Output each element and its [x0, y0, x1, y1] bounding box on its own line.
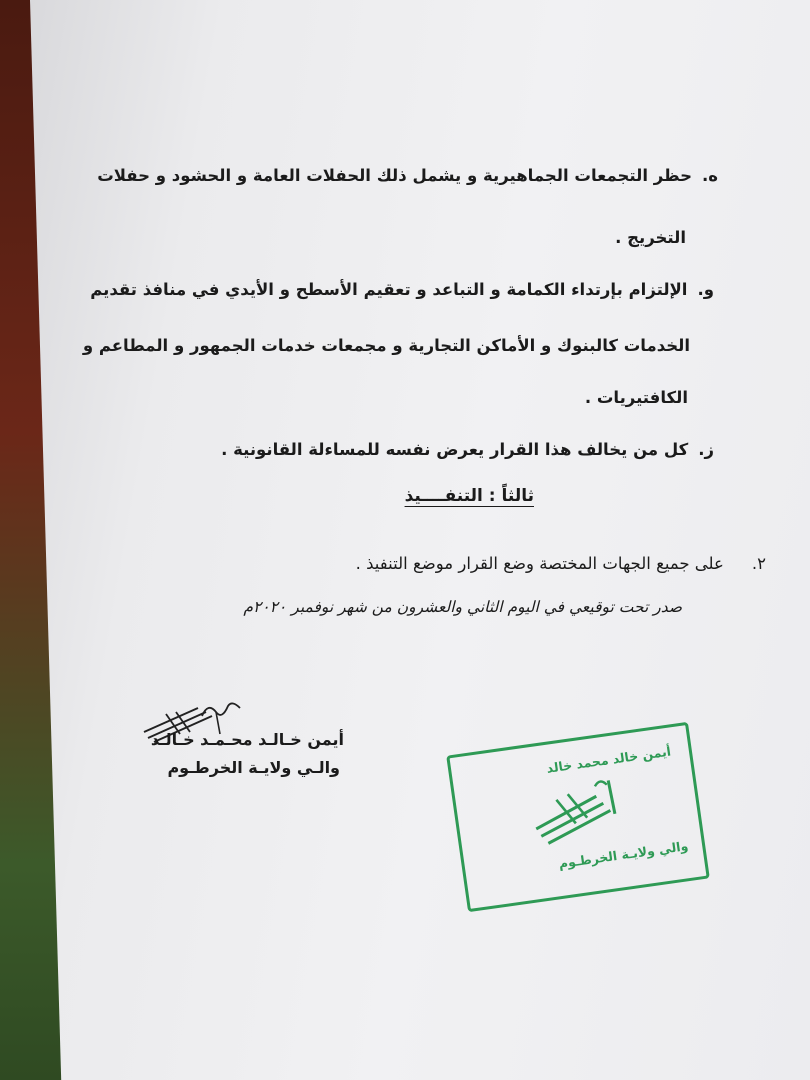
execution-item-marker: ٢.	[751, 554, 766, 573]
official-stamp	[446, 722, 710, 912]
execution-item-text: على جميع الجهات المختصة وضع القرار موضع التنفيذ .	[355, 554, 724, 573]
item-w-text-1: الإلتزام بإرتداء الكمامة و التباعد و تعقيم الأسطح و الأيدي في منافذ تقديم	[90, 280, 688, 299]
signer-name: أيمن خـالـد محـمـد خـالـد	[150, 730, 344, 749]
signer-title: والـي ولايـة الخرطـوم	[167, 758, 340, 777]
execution-item	[356, 556, 766, 573]
section-heading-execution: ثالثاً : التنفــــيذ	[404, 486, 534, 506]
item-w-line-2: الخدمات كالبنوك و الأماكن التجارية و مجمعات خدمات الجمهور و المطاعم و	[82, 336, 690, 355]
item-z-text-1: كل من يخالف هذا القرار يعرض نفسه للمساءلة القانونية .	[221, 440, 689, 459]
handwritten-issue-line: صدر تحت توقيعي في اليوم الثاني والعشرون من شهر نوفمبر ٢٠٢٠م	[243, 598, 682, 616]
item-w-line-1	[90, 282, 714, 299]
stamp-signature-mark	[524, 772, 632, 849]
item-h-line-2: التخريج .	[615, 228, 686, 247]
item-h-text-1: حظر التجمعات الجماهيرية و يشمل ذلك الحفلات العامة و الحشود و حفلات	[97, 166, 692, 185]
item-h-line-1	[97, 168, 718, 185]
stamp-bottom-text: والي ولايـة الخرطـوم	[557, 838, 690, 872]
item-z-marker: ز.	[698, 440, 714, 459]
stamp-top-text: أيمن خالد محمد خالد	[545, 743, 672, 776]
item-w-line-3: الكافتيريات .	[584, 388, 688, 407]
item-w-marker: و.	[697, 280, 714, 299]
item-z-line-1	[221, 442, 714, 459]
item-h-marker: ه.	[701, 166, 718, 185]
